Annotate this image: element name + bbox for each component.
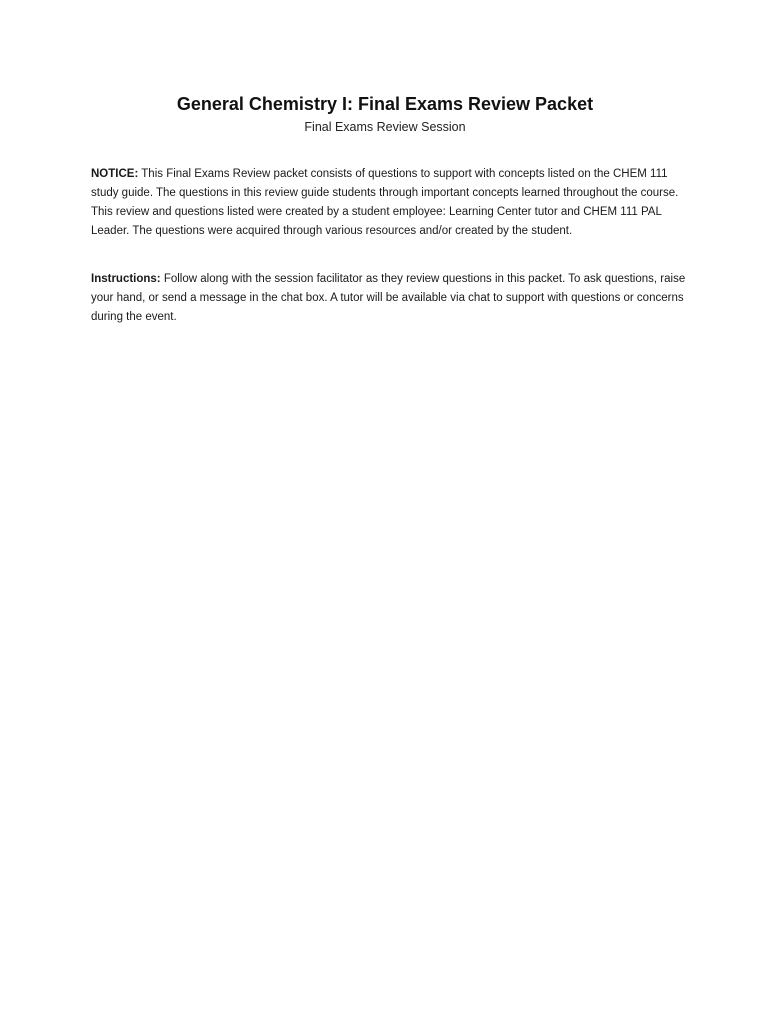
document-subtitle: Final Exams Review Session [304,120,466,134]
notice-text: This Final Exams Review packet consists of questions to support with concepts listed on the CHEM 111 study guide. The questions in this review guide students through important concepts learned throughout the course. This review and questions listed were created by a student employee: Learning Center tutor and CHEM 111 PAL Leader. The questions were acquired through various resources and/or created by the student. [91,168,679,237]
instructions-text: Follow along with the session facilitator as they review questions in this packet. To ask questions, raise your hand, or send a message in the chat box. A tutor will be available via chat to support with questions or concerns during the event. [91,273,686,323]
instructions-paragraph [91,270,686,327]
notice-lead: NOTICE: [91,168,139,180]
instructions-lead: Instructions: [91,273,161,285]
document-title: General Chemistry I: Final Exams Review Packet [176,94,594,114]
notice-paragraph [91,165,686,241]
